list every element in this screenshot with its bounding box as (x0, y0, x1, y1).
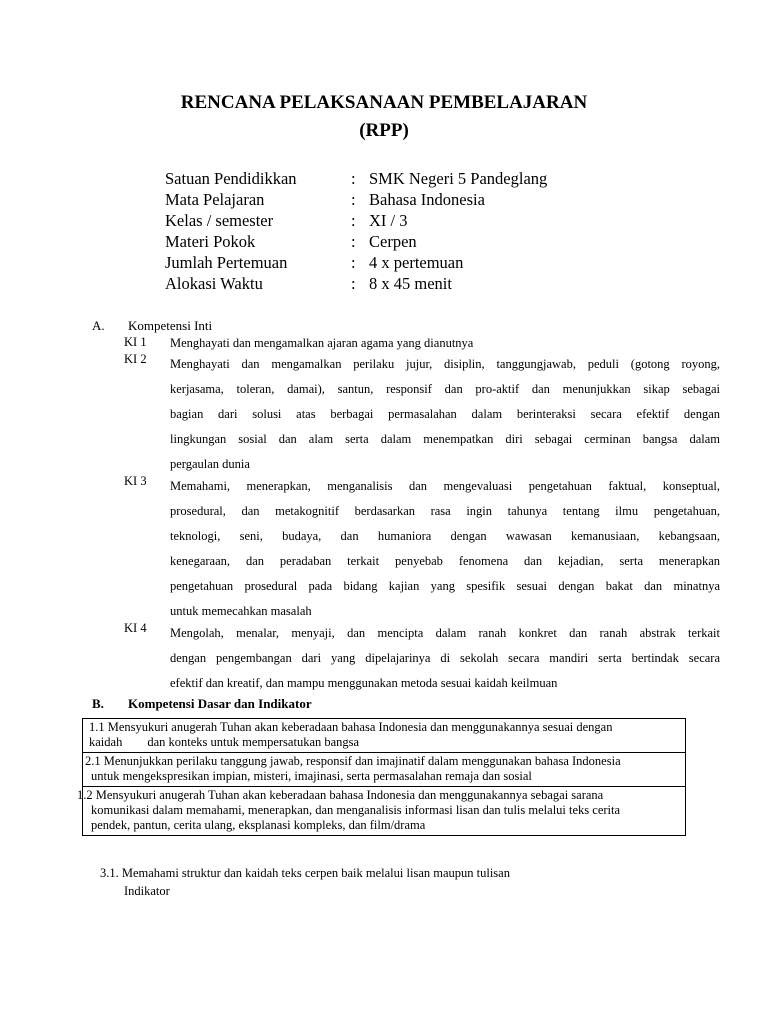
ki-line: pengetahuan prosedural pada bidang kajian yang spesifik sesuai dengan bakat dan minatnya (170, 579, 720, 593)
kd-line: 1.1 Mensyukuri anugerah Tuhan akan keberadaan bahasa Indonesia dan menggunakannya sesuai dengan (89, 720, 613, 734)
ki-line: dengan pengembangan dari yang dipelajarinya di sekolah secara mandiri serta bertindak secara (170, 651, 720, 665)
table-cell (83, 753, 686, 787)
identity-value: Cerpen (369, 232, 417, 251)
kd-table (77, 718, 686, 836)
identity-label: Materi Pokok (165, 232, 256, 251)
doc-subtitle: (RPP) (359, 120, 409, 141)
identity-label: Mata Pelajaran (165, 190, 265, 209)
section-a-title: Kompetensi Inti (128, 318, 213, 333)
identity-value: SMK Negeri 5 Pandeglang (369, 169, 548, 188)
identity-row (165, 210, 547, 231)
ki-line: bagian dari solusi atas berbagai permasalahan dalam berinteraksi secara efektif dengan (170, 407, 720, 421)
kd-line: pendek, pantun, cerita ulang, eksplanasi kompleks, dan film/drama (91, 818, 426, 832)
kd-line: 1.2 Mensyukuri anugerah Tuhan akan keberadaan bahasa Indonesia dan menggunakannya sebagai sarana (77, 788, 604, 802)
table-row (83, 753, 686, 787)
ki-line: efektif dan kreatif, dan mampu menggunakan metoda sesuai kaidah keilmuan (170, 676, 558, 690)
ki-line: teknologi, seni, budaya, dan humaniora dengan wawasan kemanusiaan, kebangsaan, (170, 529, 720, 543)
identity-row (165, 189, 547, 210)
identity-colon: : (351, 253, 356, 272)
ki-line: Menghayati dan mengamalkan perilaku jujur, disiplin, tanggungjawab, peduli (gotong royong, (170, 357, 720, 371)
ki-code: KI 2 (124, 352, 147, 366)
kd-line: komunikasi dalam memahami, menerapkan, dan menganalisis informasi lisan dan tulis melalui teks cerita (91, 803, 621, 817)
table-cell (83, 719, 686, 753)
ki-line: lingkungan sosial dan alam serta dalam menempatkan diri sebagai cerminan bangsa dalam (170, 432, 720, 446)
ki-line: prosedural, dan metakognitif berdasarkan rasa ingin tahunya tentang ilmu pengetahuan, (170, 504, 720, 518)
ki-text (170, 352, 720, 477)
identity-value: XI / 3 (369, 211, 408, 230)
table-row (83, 719, 686, 753)
kd-line: untuk mengekspresikan impian, misteri, imajinasi, serta permasalahan remaja dan sosial (91, 769, 532, 783)
ki-text (170, 335, 720, 352)
section-b-title: Kompetensi Dasar dan Indikator (128, 696, 312, 711)
ki-line: kenegaraan, dan peradaban terkait penyebab fenomena dan kejadian, serta menerapkan (170, 554, 720, 568)
identity-colon: : (351, 169, 356, 188)
section-a-letter: A. (92, 318, 105, 333)
kd-line: kaidah dan konteks untuk mempersatukan bangsa (89, 735, 360, 749)
identity-value: 4 x pertemuan (369, 253, 464, 272)
ki-line: untuk memecahkan masalah (170, 604, 312, 618)
ki-line: Memahami, menerapkan, menganalisis dan mengevaluasi pengetahuan faktual, konseptual, (170, 479, 720, 493)
identity-colon: : (351, 190, 356, 209)
kd-line: 2.1 Menunjukkan perilaku tanggung jawab, responsif dan imajinatif dalam menggunakan bahasa Indonesia (85, 754, 621, 768)
ki-text (170, 621, 720, 696)
ki-line: kerjasama, toleran, damai), santun, responsif dan pro-aktif dan menunjukkan sikap sebagai (170, 382, 720, 396)
ki-code: KI 1 (124, 335, 147, 349)
identity-block (165, 168, 547, 294)
identity-label: Alokasi Waktu (165, 274, 263, 293)
identity-row (165, 273, 547, 294)
indikator-heading: Indikator (124, 884, 170, 898)
ki-line: Menghayati dan mengamalkan ajaran agama yang dianutnya (170, 336, 474, 350)
identity-colon: : (351, 232, 356, 251)
table-cell (77, 787, 686, 836)
ki-line: Mengolah, menalar, menyaji, dan mencipta dalam ranah konkret dan ranah abstrak terkait (170, 626, 720, 640)
identity-colon: : (351, 274, 356, 293)
identity-value: 8 x 45 menit (369, 274, 452, 293)
kd-3-1: 3.1. Memahami struktur dan kaidah teks cerpen baik melalui lisan maupun tulisan (100, 866, 510, 880)
ki-line: pergaulan dunia (170, 457, 250, 471)
identity-row (165, 168, 547, 189)
identity-row (165, 252, 547, 273)
table-row (83, 787, 686, 836)
identity-row (165, 231, 547, 252)
identity-label: Satuan Pendidikkan (165, 169, 297, 188)
doc-title: RENCANA PELAKSANAAN PEMBELAJARAN (180, 92, 588, 113)
section-b-letter: B. (92, 696, 104, 711)
identity-label: Jumlah Pertemuan (165, 253, 288, 272)
ki-code: KI 3 (124, 474, 147, 488)
identity-colon: : (351, 211, 356, 230)
ki-code: KI 4 (124, 621, 147, 635)
identity-label: Kelas / semester (165, 211, 274, 230)
ki-text (170, 474, 720, 624)
identity-value: Bahasa Indonesia (369, 190, 485, 209)
